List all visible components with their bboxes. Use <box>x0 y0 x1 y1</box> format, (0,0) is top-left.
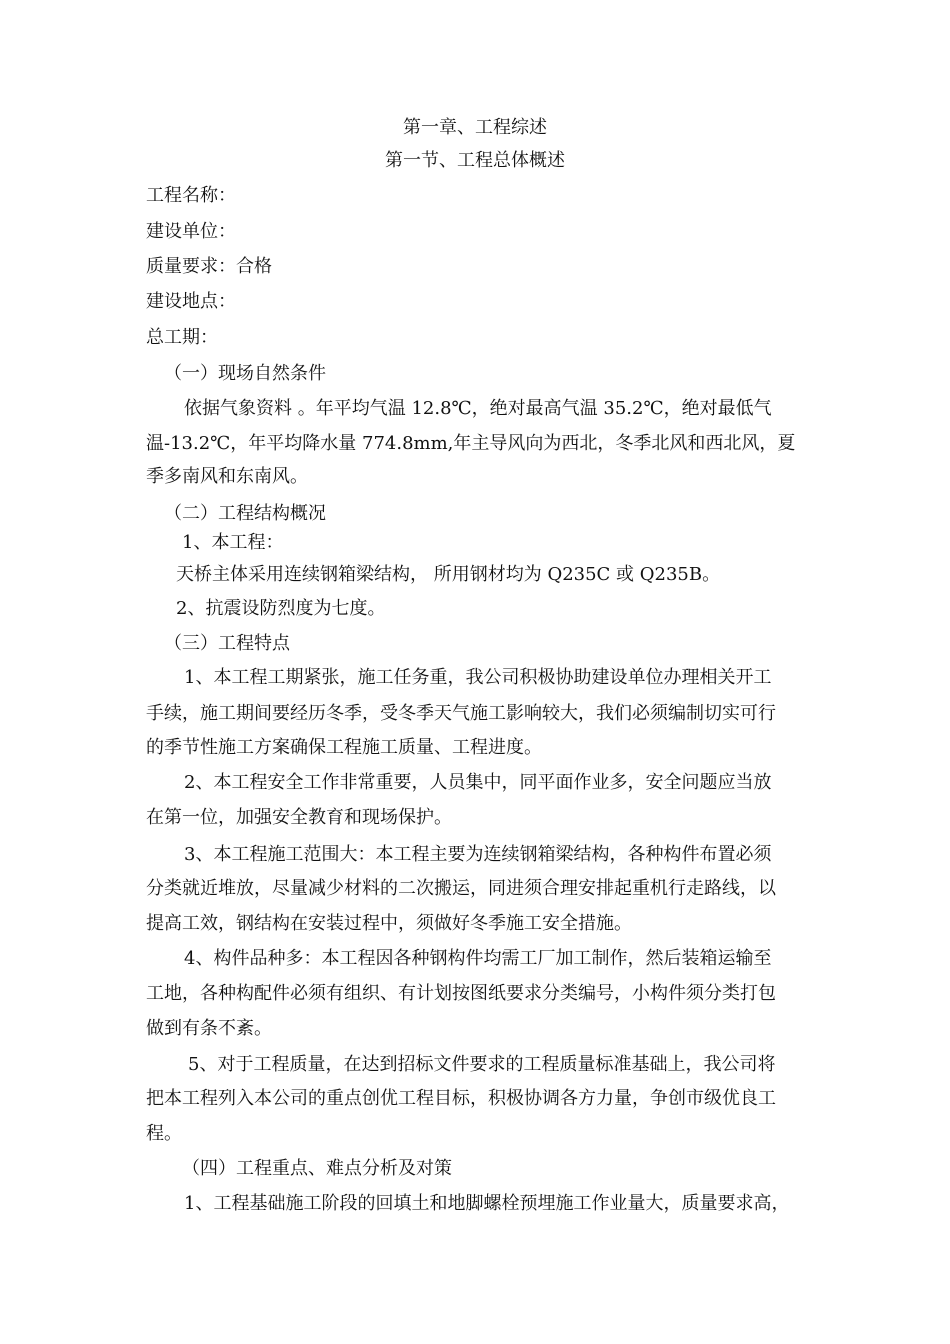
section1-heading: （一）现场自然条件 <box>164 363 326 384</box>
field-construction-unit: 建设单位： <box>146 221 236 242</box>
chapter-title: 第一章、工程综述 <box>403 117 547 138</box>
section3-p5-line: 5、对于工程质量，在达到招标文件要求的工程质量标准基础上，我公司将 <box>188 1054 776 1075</box>
section1-line: 季多南风和东南风。 <box>146 466 308 487</box>
section3-p2-line: 在第一位，加强安全教育和现场保护。 <box>146 807 452 828</box>
section3-p3-line: 分类就近堆放，尽量减少材料的二次搬运，同进须合理安排起重机行走路线，以 <box>146 878 776 899</box>
section2-heading: （二）工程结构概况 <box>164 503 326 524</box>
section3-p1-line: 1、本工程工期紧张，施工任务重，我公司积极协助建设单位办理相关开工 <box>184 667 772 688</box>
section3-p3-line: 提高工效，钢结构在安装过程中，须做好冬季施工安全措施。 <box>146 913 632 934</box>
section2-item2: 2、抗震设防烈度为七度。 <box>176 598 386 619</box>
section3-p4-line: 工地，各种构配件必须有组织、有计划按图纸要求分类编号，小构件须分类打包 <box>146 983 776 1004</box>
section1-line: 温-13.2℃，年平均降水量 774.8mm,年主导风向为西北，冬季北风和西北风，夏 <box>146 433 796 454</box>
section3-p2-line: 2、本工程安全工作非常重要，人员集中，同平面作业多，安全问题应当放 <box>184 772 772 793</box>
section2-item1-text: 天桥主体采用连续钢箱梁结构， 所用钢材均为 Q235C 或 Q235B。 <box>176 564 721 585</box>
section3-heading: （三）工程特点 <box>164 633 290 654</box>
section3-p4-line: 做到有条不紊。 <box>146 1018 272 1039</box>
field-project-name: 工程名称： <box>146 185 236 206</box>
field-total-duration: 总工期： <box>146 327 218 348</box>
section3-p5-line: 程。 <box>146 1123 182 1144</box>
field-quality-requirement: 质量要求：合格 <box>146 256 272 277</box>
section3-p4-line: 4、构件品种多：本工程因各种钢构件均需工厂加工制作，然后装箱运输至 <box>184 948 772 969</box>
section-title: 第一节、工程总体概述 <box>385 150 565 171</box>
section4-p1-line: 1、工程基础施工阶段的回填土和地脚螺栓预埋施工作业量大，质量要求高， <box>184 1193 790 1214</box>
section1-line: 依据气象资料 。年平均气温 12.8℃，绝对最高气温 35.2℃，绝对最低气 <box>184 398 772 419</box>
section3-p1-line: 的季节性施工方案确保工程施工质量、工程进度。 <box>146 737 542 758</box>
section3-p5-line: 把本工程列入本公司的重点创优工程目标，积极协调各方力量，争创市级优良工 <box>146 1088 776 1109</box>
section2-item1-title: 1、本工程： <box>182 532 284 553</box>
field-construction-location: 建设地点： <box>146 291 236 312</box>
section3-p3-line: 3、本工程施工范围大：本工程主要为连续钢箱梁结构，各种构件布置必须 <box>184 844 772 865</box>
section4-heading: （四）工程重点、难点分析及对策 <box>182 1158 452 1179</box>
section3-p1-line: 手续，施工期间要经历冬季，受冬季天气施工影响较大，我们必须编制切实可行 <box>146 703 776 724</box>
